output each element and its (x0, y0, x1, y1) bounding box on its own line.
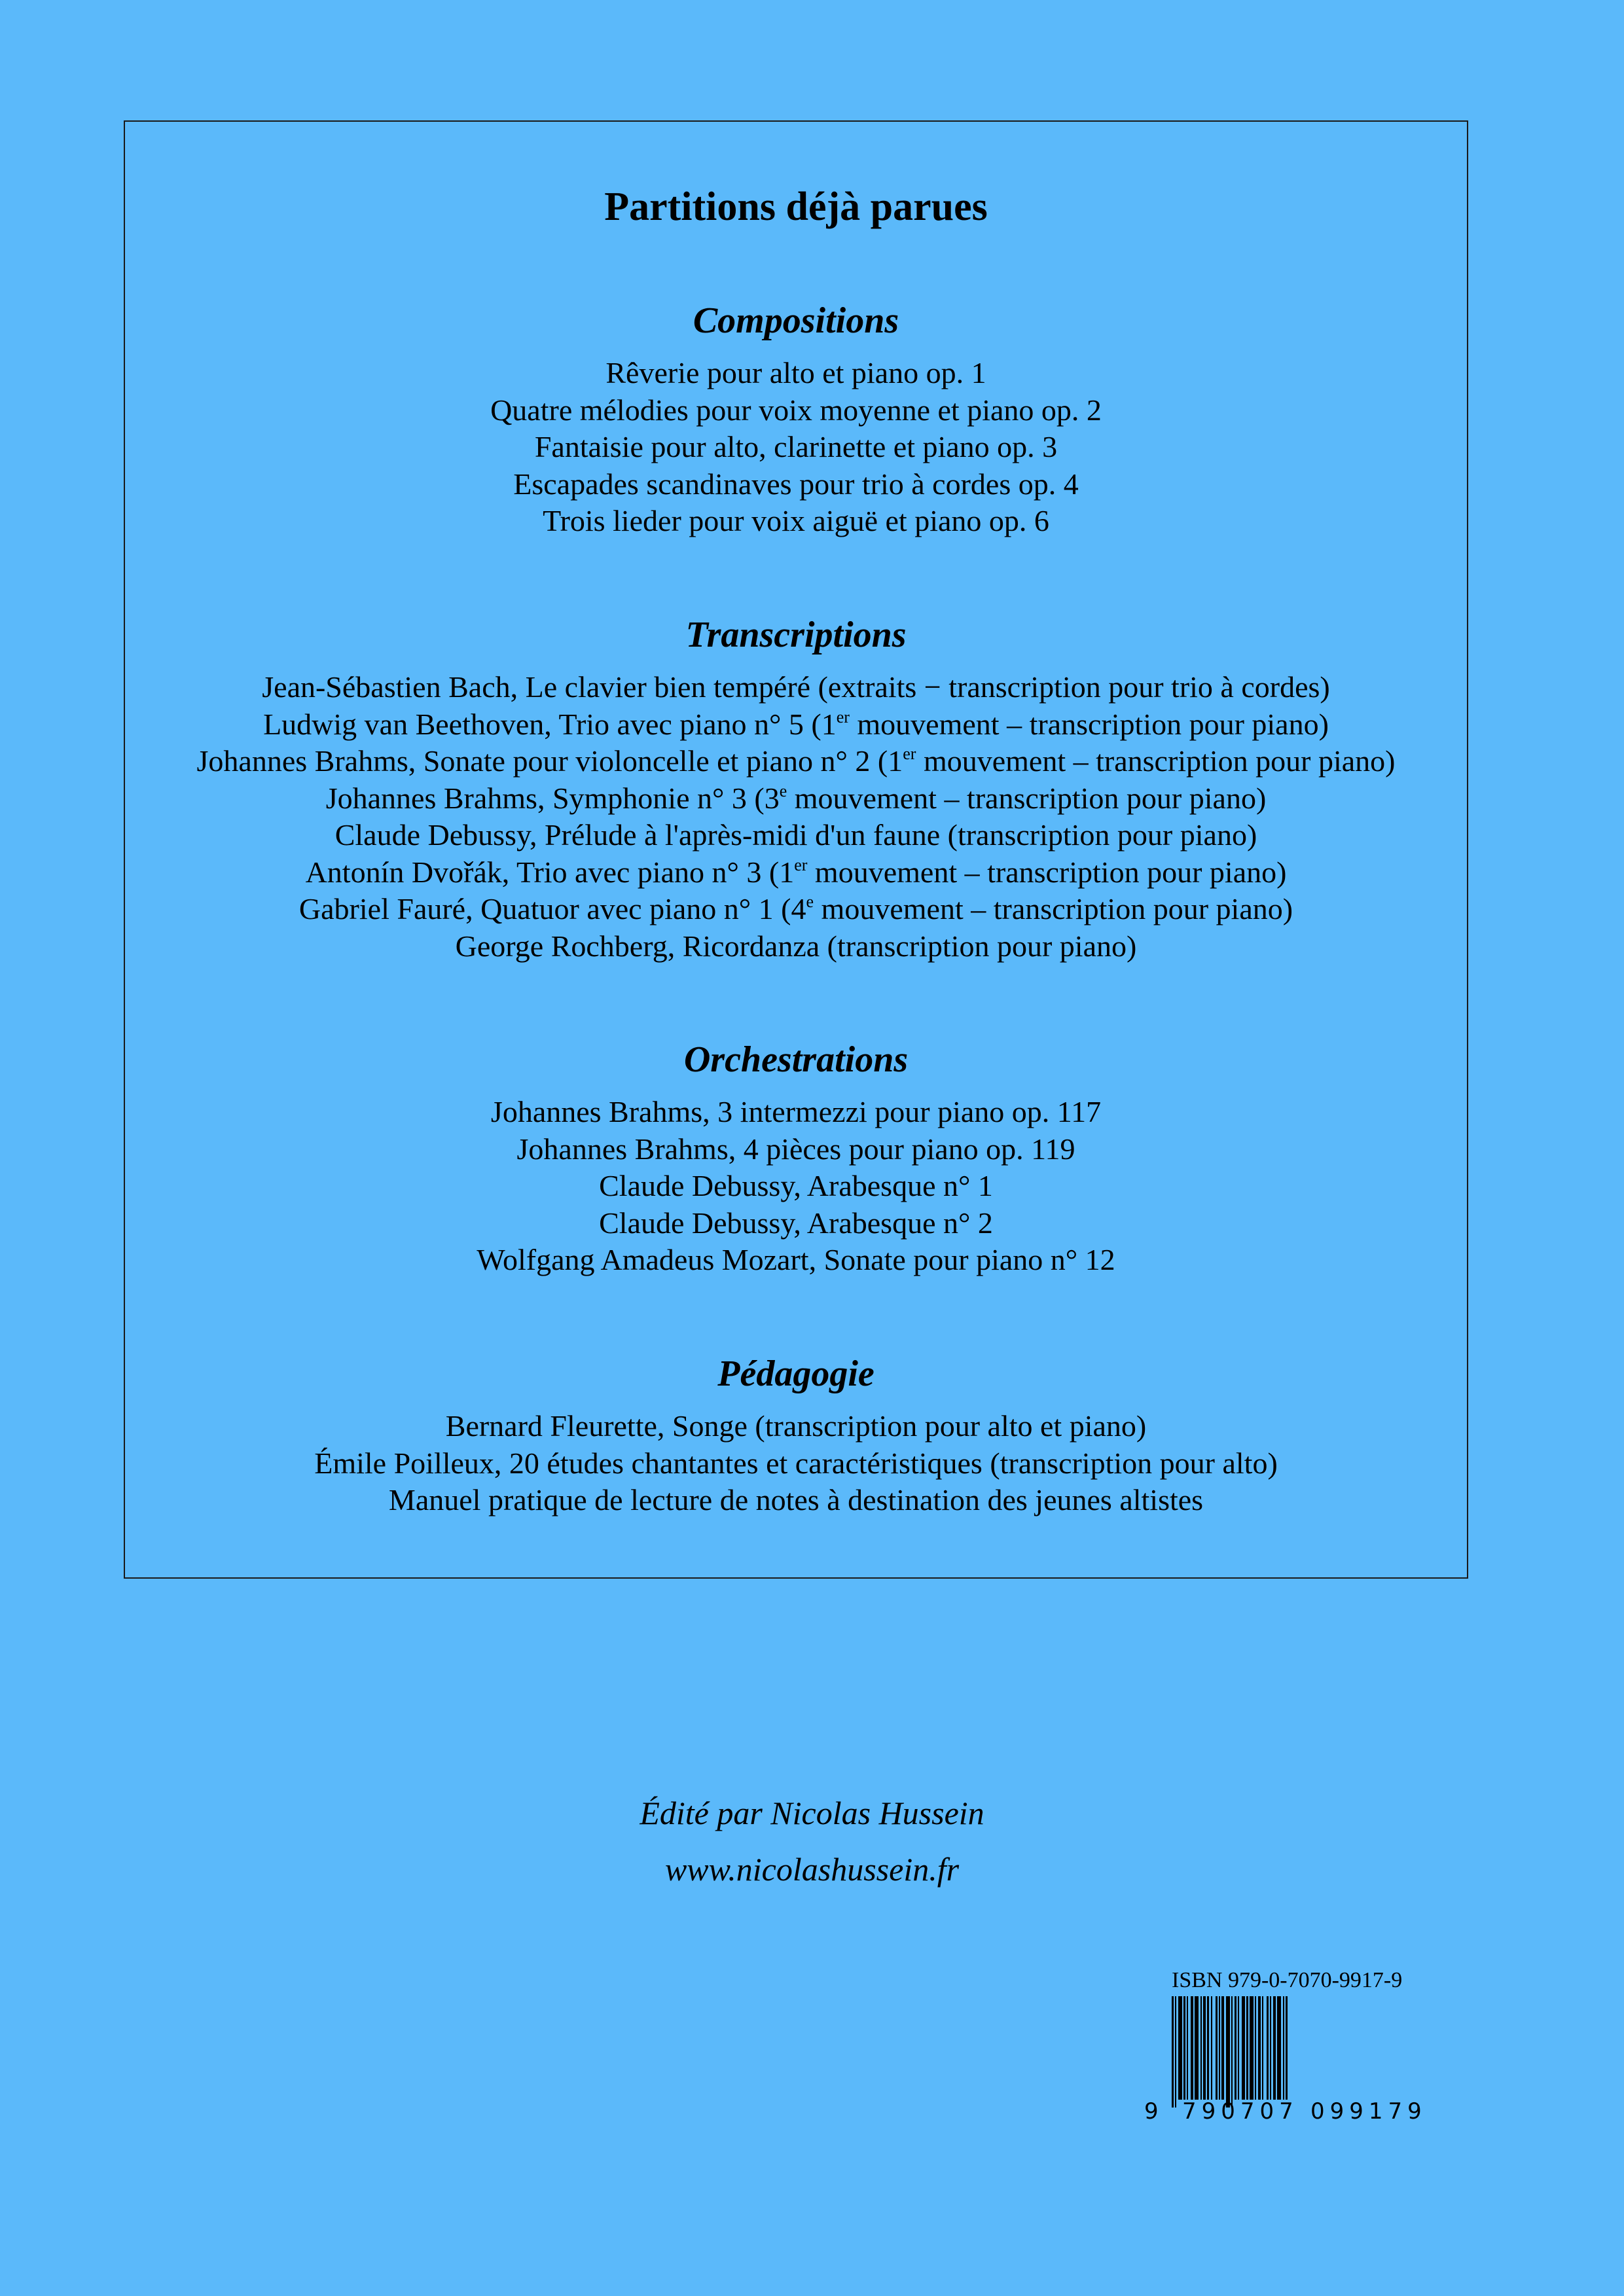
section-heading: Compositions (693, 300, 899, 341)
list-item: Fantaisie pour alto, clarinette et piano op. 3 (534, 430, 1058, 463)
website-link[interactable]: www.nicolashussein.fr (664, 1851, 960, 1888)
barcode-bar (1242, 1996, 1245, 2100)
section-transcriptions (125, 611, 1467, 965)
barcode-bars-graphic (1172, 1996, 1447, 2108)
barcode-bar (1273, 1996, 1276, 2100)
list-item: Quatre mélodies pour voix moyenne et piano op. 2 (490, 393, 1102, 427)
section-heading: Orchestrations (683, 1039, 909, 1080)
list-item: Rêverie pour alto et piano op. 1 (605, 356, 986, 389)
barcode-bar (1231, 1996, 1233, 2108)
list-item: Trois lieder pour voix aiguë et piano op. 6 (543, 504, 1049, 537)
barcode-bar (1262, 1996, 1263, 2100)
item-text-post: mouvement – transcription pour piano) (787, 781, 1267, 815)
barcode-bar (1183, 1996, 1185, 2100)
barcode-bar (1267, 1996, 1269, 2100)
barcode-bar (1221, 1996, 1224, 2100)
item-text-pre: Ludwig van Beethoven, Trio avec piano n° 5 (1 (263, 707, 837, 741)
page-title: Partitions déjà parues (604, 185, 988, 229)
item-text-pre: Gabriel Fauré, Quatuor avec piano n° 1 (4 (298, 892, 806, 925)
item-text-pre: Antonín Dvořák, Trio avec piano n° 3 (1 (305, 855, 795, 889)
barcode-bar (1172, 1996, 1174, 2108)
item-text-pre: Johannes Brahms, Symphonie n° 3 (3 (325, 781, 780, 815)
barcode-bar (1270, 1996, 1271, 2100)
barcode-bar (1283, 1996, 1284, 2100)
barcode-digits-right: 099179 (1310, 2098, 1427, 2125)
list-item: Émile Poilleux, 20 études chantantes et caractéristiques (transcription pour alto) (314, 1446, 1278, 1480)
item-text-post: mouvement – transcription pour piano) (849, 707, 1329, 741)
item-list (125, 1094, 1467, 1279)
isbn-barcode (1139, 1967, 1453, 2125)
list-item: Manuel pratique de lecture de notes à destination des jeunes altistes (388, 1483, 1204, 1516)
item-text-post: mouvement – transcription pour piano) (814, 892, 1293, 925)
ordinal-superscript: er (836, 707, 850, 726)
item-list (125, 669, 1467, 965)
barcode-digits-left: 790707 (1182, 2098, 1299, 2125)
list-item: Jean-Sébastien Bach, Le clavier bien tempéré (extraits − transcription pour trio à cordes) (262, 670, 1330, 704)
editor-credit: Édité par Nicolas Hussein (640, 1795, 984, 1831)
ordinal-superscript: e (779, 781, 787, 800)
list-item: Johannes Brahms, 3 intermezzi pour piano op. 117 (490, 1095, 1102, 1128)
list-item (125, 854, 1467, 891)
section-pedagogie (125, 1350, 1467, 1519)
list-item (125, 706, 1467, 744)
catalog-frame (124, 120, 1468, 1579)
list-item (125, 780, 1467, 817)
list-item (125, 891, 1467, 928)
item-text-post: mouvement – transcription pour piano) (807, 855, 1287, 889)
list-item: Claude Debussy, Prélude à l'après-midi d'un faune (transcription pour piano) (334, 818, 1257, 852)
isbn-label: ISBN 979-0-7070-9917-9 (1172, 1968, 1403, 1992)
barcode-bar (1175, 1996, 1176, 2108)
barcode-bar (1235, 1996, 1236, 2100)
barcode-bar (1277, 1996, 1281, 2100)
list-item: Wolfgang Amadeus Mozart, Sonate pour piano n° 12 (477, 1243, 1115, 1276)
list-item: George Rochberg, Ricordanza (transcription pour piano) (455, 929, 1137, 963)
barcode-bar (1187, 1996, 1188, 2100)
editor-block (0, 1787, 1624, 1899)
item-text-pre: Johannes Brahms, Sonate pour violoncelle et piano n° 2 (1 (196, 744, 903, 778)
list-item (125, 743, 1467, 780)
barcode-bar (1286, 1996, 1288, 2100)
barcode-bar (1238, 1996, 1239, 2100)
list-item: Claude Debussy, Arabesque n° 1 (599, 1169, 993, 1202)
barcode-bar (1219, 1996, 1220, 2100)
section-compositions (125, 297, 1467, 540)
list-item: Johannes Brahms, 4 pièces pour piano op. 119 (516, 1132, 1075, 1166)
barcode-bar (1246, 1996, 1248, 2100)
ordinal-superscript: e (806, 892, 814, 911)
barcode-digit-first: 9 (1144, 2098, 1164, 2125)
barcode-bar (1195, 1996, 1199, 2100)
ordinal-superscript: er (903, 744, 916, 763)
barcode-bar (1250, 1996, 1254, 2100)
barcode-bar (1258, 1996, 1261, 2100)
barcode-bar (1211, 1996, 1212, 2100)
list-item: Escapades scandinaves pour trio à cordes op. 4 (513, 467, 1079, 501)
barcode-bar (1191, 1996, 1193, 2100)
barcode-bar (1178, 1996, 1182, 2100)
barcode-bar (1203, 1996, 1206, 2100)
section-orchestrations (125, 1036, 1467, 1279)
item-text-post: mouvement – transcription pour piano) (916, 744, 1396, 778)
ordinal-superscript: er (794, 855, 808, 874)
item-list (125, 1408, 1467, 1519)
barcode-bar (1200, 1996, 1202, 2100)
section-heading: Transcriptions (685, 615, 907, 655)
barcode-bar (1207, 1996, 1209, 2100)
barcode-bar (1226, 1996, 1230, 2108)
list-item: Claude Debussy, Arabesque n° 2 (599, 1206, 993, 1240)
section-heading: Pédagogie (717, 1354, 875, 1394)
barcode-bar (1216, 1996, 1218, 2100)
item-list (125, 355, 1467, 540)
barcode-bar (1255, 1996, 1256, 2100)
list-item: Bernard Fleurette, Songe (transcription pour alto et piano) (445, 1409, 1147, 1443)
